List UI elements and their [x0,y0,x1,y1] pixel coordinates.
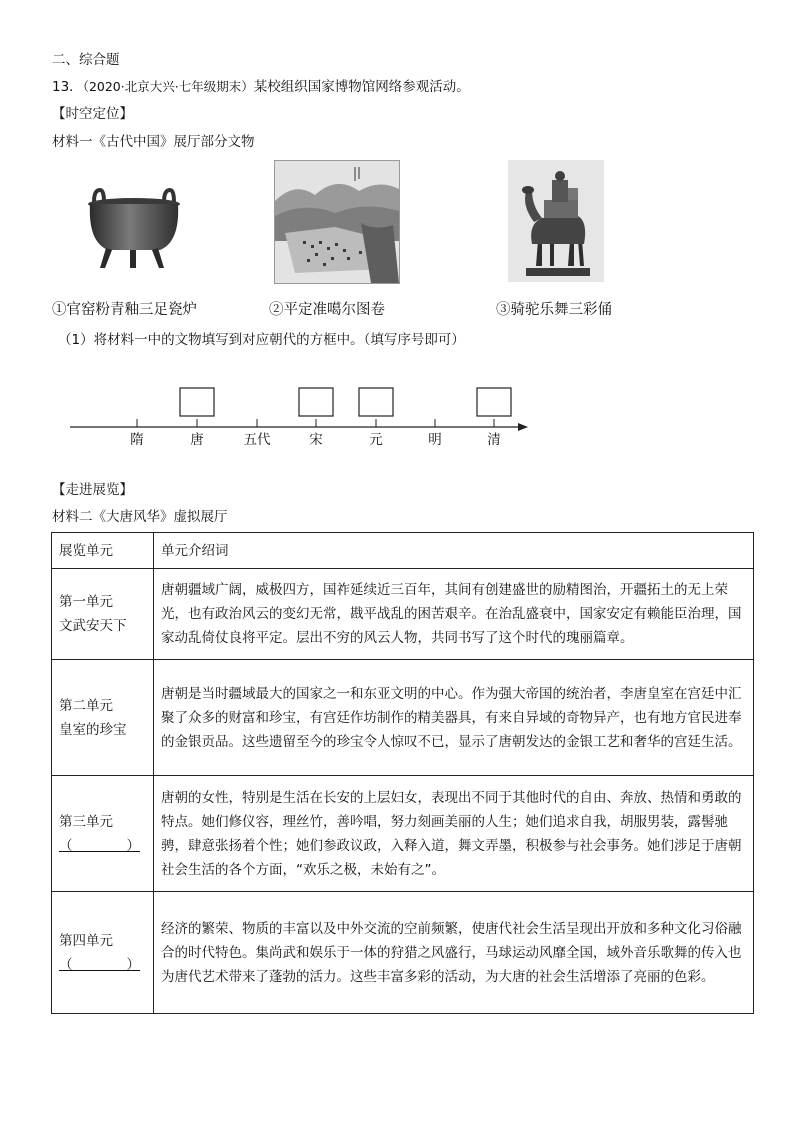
header-intro: 单元介绍词 [154,533,754,569]
section-title: 二、综合题 [52,52,120,68]
material-two-title: 材料二《大唐风华》虚拟展厅 [52,509,228,525]
question-source: （2020·北京大兴·七年级期末） [82,79,254,94]
unit-title: 文武安天下 [59,618,127,634]
unit-description: 经济的繁荣、物质的丰富以及中外交流的空前频繁，使唐代社会生活呈现出开放和多种文化习俗融合的时代特色。集尚武和娱乐于一体的狩猎之风盛行，马球运动风靡全国，域外音乐歌舞的传入也为唐代艺术带来了蓬勃的活力。这些丰富多彩的活动，为大唐的社会生活增添了亮丽的色彩。 [154,892,754,1014]
dynasty-label-wudai: 五代 [243,432,271,448]
timeline-arrow [518,423,528,431]
instruction-1: （1）将材料一中的文物填写到对应朝代的方框中。（填写序号即可） [58,332,465,348]
tripod-censer-icon [78,188,190,270]
exhibit-table [51,532,754,1014]
unit-number: 第一单元 [59,594,113,610]
question-line [52,75,470,95]
answer-box-tang[interactable] [180,388,214,416]
table-row [52,569,754,660]
artifact-3-image [508,160,604,282]
unit-cell [52,660,154,776]
unit-title-blank[interactable]: （ ） [59,956,140,973]
camel-figurine-icon [508,160,604,282]
unit-cell [52,892,154,1014]
answer-box-qing[interactable] [477,388,511,416]
dynasty-label-song: 宋 [309,432,323,448]
header-unit: 展览单元 [52,533,154,569]
scroll-painting-icon [275,161,399,283]
unit-description: 唐朝疆域广阔，威极四方，国祚延续近三百年，其间有创建盛世的励精图治，开疆拓土的无上荣光，也有政治风云的变幻无常，戡平战乱的困苦艰辛。在治乱盛衰中，国家安定有赖能臣治理，国家动乱倚仗良将平定。层出不穷的风云人物，共同书写了这个时代的瑰丽篇章。 [154,569,754,660]
question-stem: 某校组织国家博物馆网络参观活动。 [253,79,470,95]
table-row [52,892,754,1014]
table-row [52,776,754,892]
unit-cell [52,776,154,892]
question-number: 13． [52,79,83,95]
artifact-2-caption: ②平定准噶尔图卷 [269,302,385,318]
dynasty-label-tang: 唐 [190,432,204,448]
part2-heading: 【走进展览】 [52,482,133,498]
dynasty-label-qing: 清 [487,432,501,448]
unit-title: 皇室的珍宝 [59,721,127,738]
material-one-title: 材料一《古代中国》展厅部分文物 [52,134,255,150]
unit-number: 第三单元 [59,813,113,830]
answer-box-song[interactable] [299,388,333,416]
table-row [52,660,754,776]
dynasty-label-yuan: 元 [369,432,383,448]
unit-description: 唐朝是当时疆域最大的国家之一和东亚文明的中心。作为强大帝国的统治者，李唐皇室在宫廷中汇聚了众多的财富和珍宝，有宫廷作坊制作的精美器具，有来自异域的奇物异产，也有地方官民进奉的金银贡品。这些遗留至今的珍宝令人惊叹不已，显示了唐朝发达的金银工艺和奢华的宫廷生活。 [154,660,754,776]
dynasty-label-sui: 隋 [130,432,144,448]
unit-title-blank[interactable]: （ ） [59,837,140,854]
artifact-1-caption: ①官窑粉青釉三足瓷炉 [52,302,197,318]
unit-cell [52,569,154,660]
unit-number: 第二单元 [59,697,113,714]
artifact-1-image [78,188,190,270]
table-header-row [52,533,754,569]
answer-box-yuan[interactable] [359,388,393,416]
part1-heading: 【时空定位】 [52,106,133,122]
unit-number: 第四单元 [59,932,113,949]
dynasty-label-ming: 明 [428,432,442,448]
artifact-2-image [274,160,400,284]
artifact-3-caption: ③骑驼乐舞三彩俑 [496,302,612,318]
unit-description: 唐朝的女性，特别是生活在长安的上层妇女，表现出不同于其他时代的自由、奔放、热情和勇敢的特点。她们修仪容，理丝竹，善吟唱，努力刻画美丽的人生；她们追求自我，胡服男装，露髻驰骋，肆意张扬着个性；她们参政议政，入释入道，舞文弄墨，积极参与社会事务。她们涉足于唐朝社会生活的各个方面，“欢乐之极，未始有之”。 [154,776,754,892]
